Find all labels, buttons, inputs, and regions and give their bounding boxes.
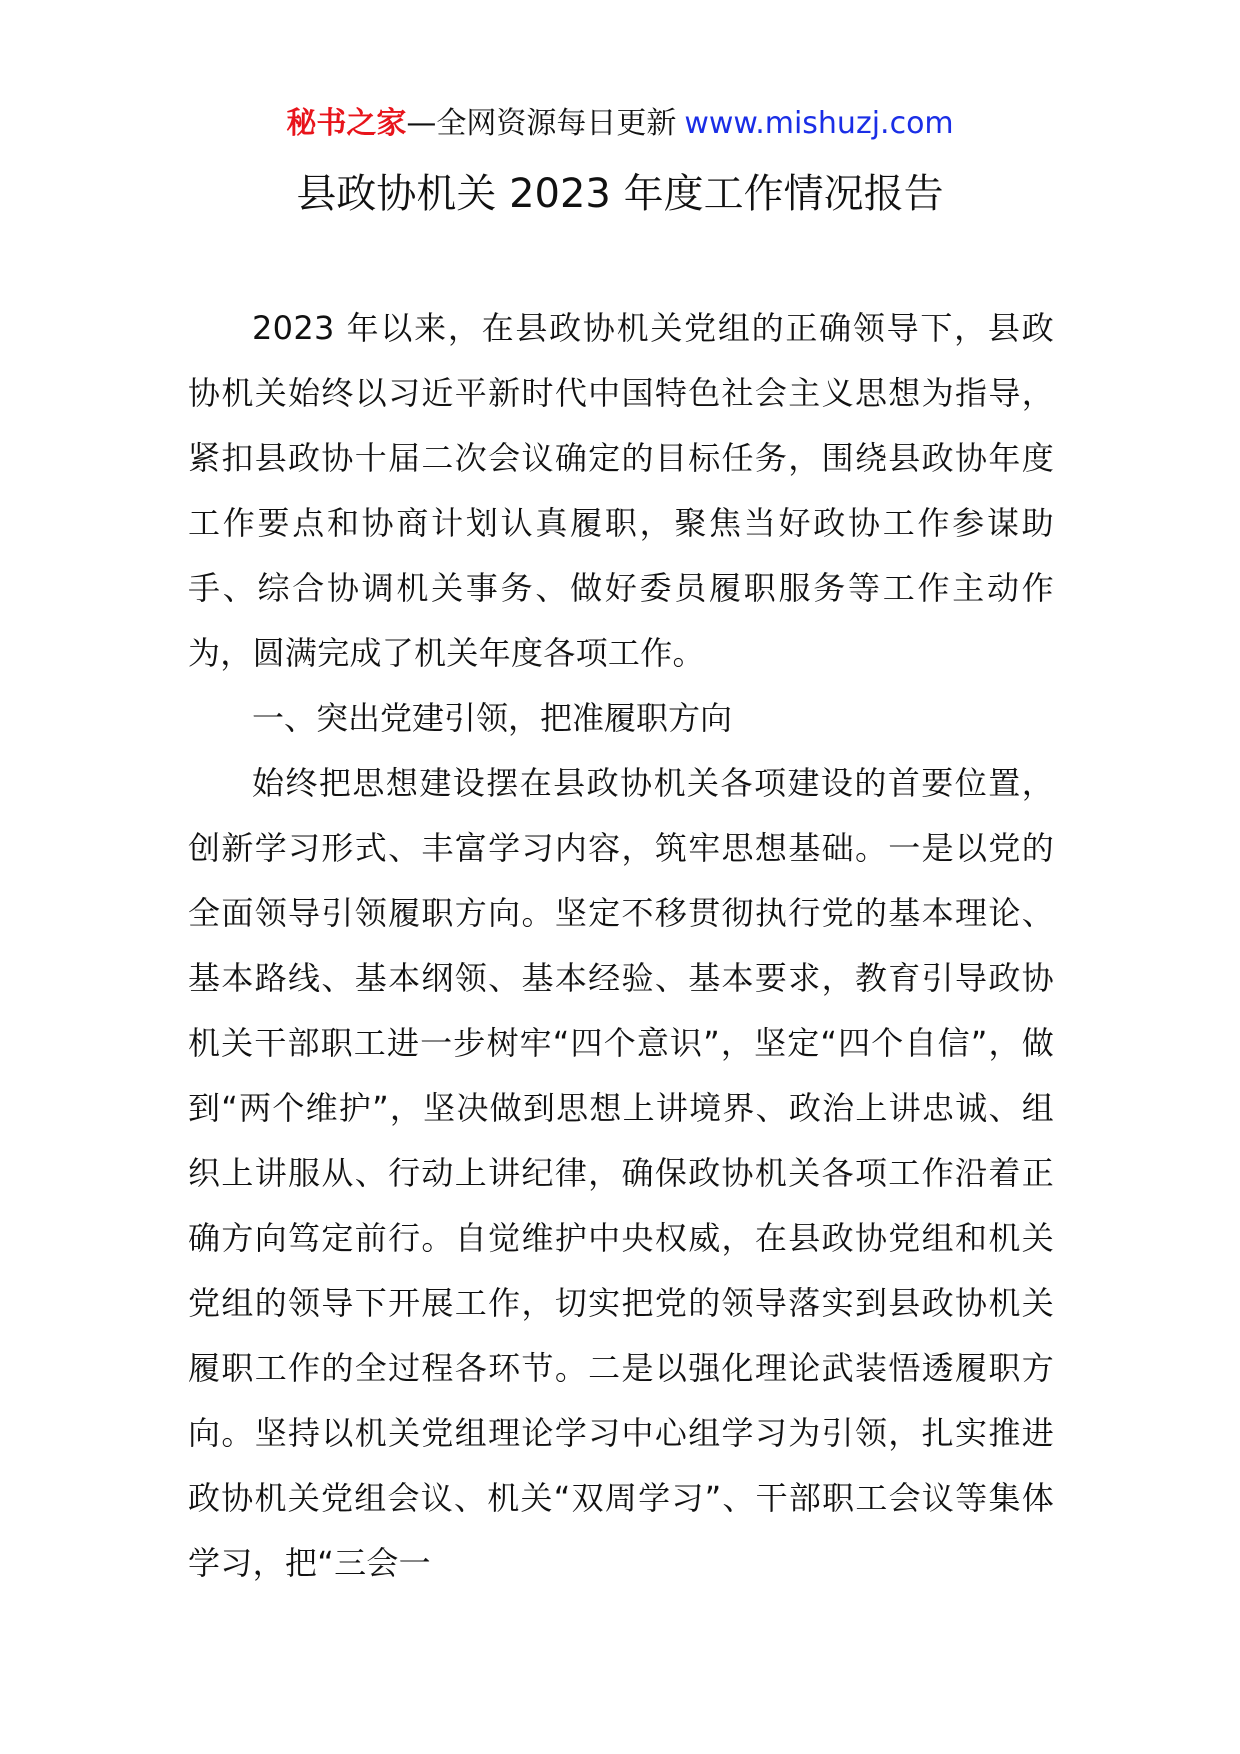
intro-paragraph: 2023 年以来，在县政协机关党组的正确领导下，县政协机关始终以习近平新时代中国特色社会主义思想为指导，紧扣县政协十届二次会议确定的目标任务，围绕县政协年度工作要点和协商计划认真履职，聚焦当好政协工作参谋助手、综合协调机关事务、做好委员履职服务等工作主动作为，圆满完成了机关年度各项工作。: [188, 309, 1054, 672]
brand-name: 秘书之家: [286, 106, 407, 141]
header-tagline: —全网资源每日更新: [406, 106, 677, 141]
document-body: [188, 296, 1054, 1596]
site-header: [0, 104, 1240, 144]
site-url-link[interactable]: www.mishuzj.com: [684, 106, 954, 141]
section-1-paragraph: 始终把思想建设摆在县政协机关各项建设的首要位置，创新学习形式、丰富学习内容，筑牢思想基础。一是以党的全面领导引领履职方向。坚定不移贯彻执行党的基本理论、基本路线、基本纲领、基本经验、基本要求，教育引导政协机关干部职工进一步树牢“四个意识”，坚定“四个自信”，做到“两个维护”，坚决做到思想上讲境界、政治上讲忠诚、组织上讲服从、行动上讲纪律，确保政协机关各项工作沿着正确方向笃定前行。自觉维护中央权威，在县政协党组和机关党组的领导下开展工作，切实把党的领导落实到县政协机关履职工作的全过程各环节。二是以强化理论武装悟透履职方向。坚持以机关党组理论学习中心组学习为引领，扎实推进政协机关党组会议、机关“双周学习”、干部职工会议等集体学习，把“三会一: [188, 764, 1054, 1582]
document-title: 县政协机关 2023 年度工作情况报告: [296, 171, 944, 217]
section-heading-1: 一、突出党建引领，把准履职方向: [252, 699, 733, 737]
